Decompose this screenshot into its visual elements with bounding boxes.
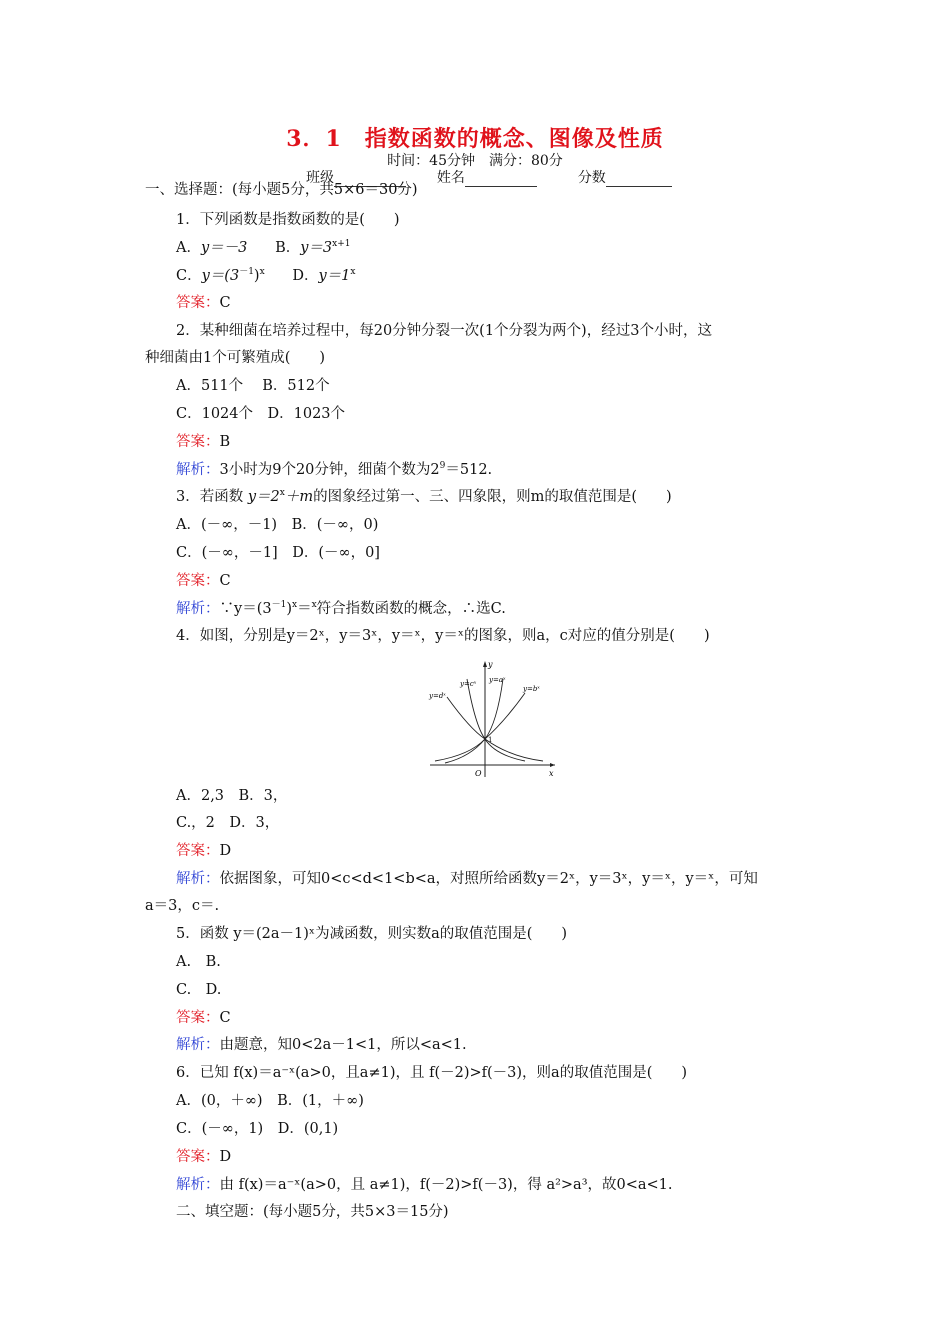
q1-opt-c: y＝(3	[201, 268, 240, 284]
score-label: 分数	[577, 170, 606, 186]
q4-stem: 4．如图，分别是y＝2ˣ，y＝3ˣ，y＝ˣ，y＝ˣ的图象，则a，c对应的值分别是( )	[176, 628, 710, 644]
q3-explain-exp2: x	[291, 600, 298, 610]
q1-answer-value: C	[219, 295, 231, 311]
q3-answer	[176, 571, 231, 591]
q2-answer-value: B	[219, 434, 231, 450]
q4-answer-value: D	[219, 843, 232, 859]
q1-stem: 1．下列函数是指数函数的是( )	[176, 212, 400, 228]
q2-explain-text: 3小时为9个20分钟，细菌个数为2	[219, 462, 440, 478]
curve-label-d: y=dˣ	[429, 692, 446, 700]
q6-explain-text: 由 f(x)＝a⁻ˣ(a>0，且 a≠1)，f(－2)>f(－3)，得 a²>a³，故0<a<1.	[219, 1177, 673, 1193]
q5-explanation	[176, 1035, 467, 1055]
q1-opt-b-label: B．	[275, 240, 301, 256]
x-axis-arrow	[550, 763, 555, 767]
q2-stem-line2: 种细菌由1个可繁殖成( )	[145, 350, 326, 366]
q1-answer-label: 答案：	[176, 295, 220, 311]
intercept-label: 1	[488, 736, 493, 744]
q2-explain-exp: 9	[439, 461, 446, 471]
q6-stem: 6．已知 f(x)＝a⁻ˣ(a>0，且a≠1)，且 f(－2)>f(－3)，则a的取值范围是( )	[176, 1065, 688, 1081]
q3-explain-tail: 符合指数函数的概念，∴选C.	[316, 601, 506, 617]
name-blank[interactable]	[465, 172, 537, 187]
origin-label: O	[475, 769, 482, 778]
q5-explain-text: 由题意，知0<2a－1<1，所以<a<1.	[219, 1037, 467, 1053]
q5-answer	[176, 1008, 231, 1028]
q1-opt-c-exp1: －1	[239, 267, 254, 277]
class-label: 班级	[306, 170, 334, 186]
q3-explain-label: 解析：	[176, 601, 220, 617]
q1-opt-b-exp: x+1	[332, 239, 351, 249]
q3-options-cd: C．(－∞，－1] D．(－∞，0]	[176, 545, 380, 561]
q3-explain-eq: ＝	[297, 601, 312, 617]
q3-answer-value: C	[219, 573, 231, 589]
q4-options-cd: C.，2 D．3，	[176, 815, 280, 831]
q2-options-ab: A．511个 B．512个	[176, 378, 330, 394]
q1-opt-d-label: D．	[292, 268, 319, 284]
q1-opt-d: y＝1	[318, 268, 351, 284]
q5-answer-value: C	[219, 1010, 231, 1026]
q3-stem-mid: ＋m	[284, 489, 314, 505]
q1-options-cd	[176, 266, 355, 286]
q1-opt-c-exp2: x	[259, 267, 265, 277]
q1-opt-c-close: )	[253, 268, 260, 284]
curve-label-c: y=cˣ	[460, 680, 477, 688]
q3-explain-mid: )	[286, 601, 292, 617]
time-score-info: 时间：45分钟 满分：80分	[387, 153, 563, 169]
q2-stem-line1: 2．某种细菌在培养过程中，每20分钟分裂一次(1个分裂为两个)，经过3个小时，这	[176, 323, 712, 339]
q6-answer-label: 答案：	[176, 1149, 220, 1165]
section-heading-choice: 一、选择题：(每小题5分，共5×6＝30分)	[145, 182, 418, 198]
q3-stem-exp: x	[279, 488, 285, 498]
curve-label-b: y=bˣ	[523, 685, 540, 693]
q1-options-ab	[176, 238, 350, 258]
q4-explain-text: 依据图象，可知0<c<d<1<b<a，对照所给函数y＝2ˣ，y＝3ˣ，y＝ˣ，y＝ˣ，可知	[219, 871, 758, 887]
q5-options-ab: A. B.	[176, 954, 221, 970]
q6-explain-label: 解析：	[176, 1177, 220, 1193]
q1-opt-a: y＝－3	[200, 240, 248, 256]
y-axis-arrow	[483, 661, 487, 667]
curve-b	[435, 693, 525, 761]
q4-explain-label: 解析：	[176, 871, 220, 887]
y-axis-label: y	[488, 660, 493, 669]
q4-explanation-line1	[176, 869, 758, 889]
q2-answer	[176, 432, 230, 452]
q6-answer-value: D	[219, 1149, 232, 1165]
curve-label-a: y=aˣ	[489, 676, 506, 684]
q2-explain-label: 解析：	[176, 462, 220, 478]
q3-explanation	[176, 599, 506, 619]
q3-answer-label: 答案：	[176, 573, 220, 589]
exponential-graph-figure	[425, 655, 560, 780]
name-label: 姓名	[436, 170, 465, 186]
page-title: 3．1 指数函数的概念、图像及性质	[286, 126, 664, 152]
q3-stem	[176, 487, 672, 507]
q1-opt-d-exp: x	[350, 267, 356, 277]
q5-stem: 5．函数 y＝(2a－1)ˣ为减函数，则实数a的取值范围是( )	[176, 926, 568, 942]
curve-a	[445, 679, 503, 763]
q2-answer-label: 答案：	[176, 434, 220, 450]
q4-explanation-line2: a＝3，c＝.	[145, 898, 220, 914]
q3-stem-pre: 3．若函数	[176, 489, 248, 505]
q6-options-cd: C．(－∞，1) D．(0,1)	[176, 1121, 339, 1137]
q6-answer	[176, 1147, 231, 1167]
q3-stem-post: 的图象经过第一、三、四象限，则m的取值范围是( )	[313, 489, 672, 505]
q2-explain-tail: ＝512.	[445, 462, 493, 478]
q6-explanation	[176, 1175, 673, 1195]
q2-options-cd: C．1024个 D．1023个	[176, 406, 346, 422]
q2-explanation	[176, 460, 492, 480]
q1-opt-c-label: C．	[176, 268, 202, 284]
q1-opt-b: y＝3	[300, 240, 333, 256]
x-axis-label: x	[549, 769, 554, 778]
q5-explain-label: 解析：	[176, 1037, 220, 1053]
q3-explain-exp1: －1	[271, 600, 287, 610]
q1-opt-a-label: A．	[176, 240, 201, 256]
q1-answer	[176, 293, 231, 313]
q5-answer-label: 答案：	[176, 1010, 220, 1026]
q3-options-ab: A．(－∞，－1) B．(－∞，0)	[176, 517, 379, 533]
score-blank[interactable]	[606, 172, 672, 187]
q3-stem-expr: y＝2	[247, 489, 280, 505]
q4-answer-label: 答案：	[176, 843, 220, 859]
q6-options-ab: A．(0，＋∞) B．(1，＋∞)	[176, 1093, 364, 1109]
q5-options-cd: C. D.	[176, 982, 222, 998]
q4-answer	[176, 841, 231, 861]
section-heading-fill: 二、填空题：(每小题5分，共5×3＝15分)	[176, 1204, 449, 1220]
q3-explain-pre: ∵y＝(3	[219, 601, 272, 617]
q4-options-ab: A．2,3 B．3，	[176, 788, 288, 804]
q3-explain-exp3: x	[311, 600, 317, 610]
